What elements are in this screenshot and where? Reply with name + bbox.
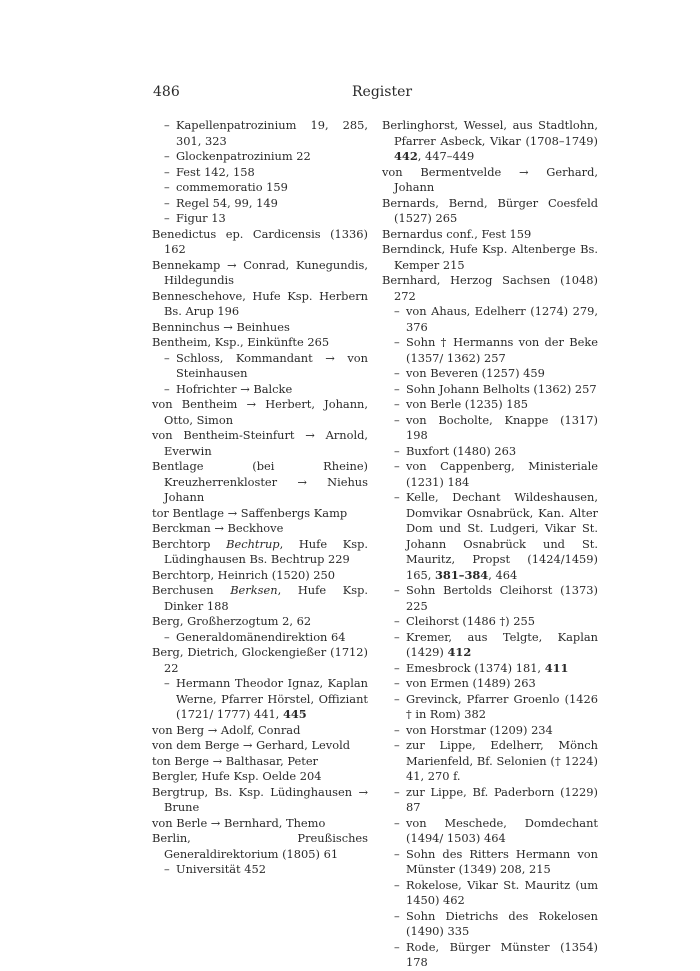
index-entry [152,521,368,537]
entry-text: Figur 13 [176,211,226,225]
subentry-dash: – [394,366,400,380]
entry-text: , Hufe Ksp. Dinker 188 [164,583,368,613]
index-entry [152,785,368,816]
index-entry [152,320,368,336]
entry-text: Sohn des Ritters Hermann von Münster (1349) 208, 215 [406,846,598,876]
index-subentry [382,785,598,816]
index-column-right [382,118,598,971]
entry-text: Bennekamp → Conrad, Kunegundis, Hildegundis [152,257,368,287]
index-subentry [382,847,598,878]
entry-text: Bentlage (bei Rheine) Kreuzherrenkloster → Niehus Johann [152,459,368,504]
entry-text: von Beveren (1257) 459 [406,366,545,380]
subentry-dash: – [164,350,170,365]
entry-text: Grevinck, Pfarrer Groenlo (1426 † in Rom) 382 [406,691,598,721]
entry-text: , Hufe Ksp. Lüdinghausen Bs. Bechtrup 229 [164,536,368,566]
entry-text: commemoratio 159 [176,180,288,194]
subentry-dash: – [394,691,400,706]
entry-text: Emesbrock (1374) 181, [406,660,545,675]
index-subentry [382,335,598,366]
entry-text: von Ermen (1489) 263 [406,676,536,690]
subentry-dash: – [394,815,400,830]
subentry-dash: – [394,397,400,411]
index-entry [152,459,368,506]
subentry-dash: – [394,660,400,675]
italic-variant: Bechtrup [226,536,280,551]
entry-text: Benninchus → Beinhues [152,319,290,334]
entry-text: zur Lippe, Bf. Paderborn (1229) 87 [406,784,598,814]
entry-text: ton Berge → Balthasar, Peter [152,753,319,768]
entry-text: von Bermentvelde → Gerhard, Johann [382,164,598,194]
entry-text: Berckman → Beckhove [152,521,284,535]
index-subentry [382,630,598,661]
entry-text: Kelle, Dechant Wildeshausen, Domvikar Osnabrück, Kan. Alter Dom und St. Ludgeri, Vikar St. Johann Osnabrück und St. Mauritz, Propst (1424/1459) 165, [406,490,598,582]
index-entry [152,258,368,289]
subentry-dash: – [394,908,400,923]
entry-text: Glockenpatrozinium 22 [176,149,311,163]
index-entry [382,242,598,273]
entry-text: Generaldomänendirektion 64 [176,629,346,644]
entry-text: Benneschehove, Hufe Ksp. Herbern Bs. Arup 196 [152,288,368,318]
index-subentry [382,692,598,723]
bold-page-ref: 411 [544,660,569,675]
index-entry [382,227,598,243]
subentry-dash: – [394,784,400,799]
entry-text: Bentheim, Ksp., Einkünfte 265 [152,335,330,349]
entry-text: Schloss, Kommandant → von Steinhausen [176,350,368,380]
index-entry [152,738,368,754]
index-subentry [382,304,598,335]
entry-text: Rode, Bürger Münster (1354) 178 [406,939,598,969]
entry-text: Bernardus conf., Fest 159 [382,226,532,241]
index-subentry [382,878,598,909]
entry-text: Berlin, Preußisches Generaldirektorium (1805) 61 [152,831,368,861]
entry-text: , 464 [488,567,518,582]
subentry-dash: – [394,459,400,473]
index-entry [382,273,598,304]
entry-text: Kapellenpatrozinium 19, 285, 301, 323 [176,118,368,148]
subentry-dash: – [164,676,170,690]
entry-text: Hofrichter → Balcke [176,381,293,396]
entry-text: Berg, Dietrich, Glockengießer (1712) 22 [152,645,368,675]
index-subentry [382,940,598,971]
index-entry [382,165,598,196]
subentry-dash: – [394,722,400,737]
index-entry [152,227,368,258]
entry-text: tor Bentlage → Saffenbergs Kamp [152,505,348,520]
subentry-dash: – [394,443,400,458]
subentry-dash: – [164,164,170,179]
index-entry [152,335,368,351]
index-subentry [382,723,598,739]
entry-text: von Bentheim-Steinfurt → Arnold, Everwin [152,428,368,458]
subentry-dash: – [164,629,170,644]
index-entry [152,754,368,770]
subentry-dash: – [164,149,170,163]
subentry-dash: – [164,862,170,876]
subentry-dash: – [164,118,170,132]
subentry-dash: – [394,629,400,644]
index-entry [152,506,368,522]
page-number: 486 [153,84,180,100]
entry-text: von Cappenberg, Ministeriale (1231) 184 [406,459,598,489]
entry-text: Berndinck, Hufe Ksp. Altenberge Bs. Kemper 215 [382,242,598,272]
entry-text: Kremer, aus Telgte, Kaplan (1429) [406,629,598,659]
index-entry [152,831,368,862]
index-column-left [152,118,368,878]
entry-text: Sohn Bertolds Cleihorst (1373) 225 [406,583,598,613]
index-entry [152,568,368,584]
index-subentry [382,397,598,413]
index-entry [382,118,598,165]
index-subentry [382,583,598,614]
entry-text: Benedictus ep. Cardicensis (1336) 162 [152,226,368,256]
entry-text: Sohn Dietrichs des Rokelosen (1490) 335 [406,908,598,938]
entry-text: von Meschede, Domdechant (1494/ 1503) 464 [406,815,598,845]
running-head: Register [352,84,413,100]
index-subentry [382,366,598,382]
entry-text: Berg, Großherzogtum 2, 62 [152,614,312,628]
subentry-dash: – [394,614,400,628]
bold-page-ref: 412 [447,645,472,659]
entry-text: Bernards, Bernd, Bürger Coesfeld (1527) 265 [382,195,598,225]
entry-text: zur Lippe, Edelherr, Mönch Marienfeld, Bf. Selonien († 1224) 41, 270 f. [406,738,598,783]
index-subentry [382,738,598,785]
entry-text: Bernhard, Herzog Sachsen (1048) 272 [382,273,598,303]
index-subentry [152,149,368,165]
entry-text: Sohn † Hermanns von der Beke (1357/ 1362) 257 [406,335,598,365]
index-entry [152,583,368,614]
index-entry [152,816,368,832]
index-subentry [152,676,368,723]
subentry-dash: – [164,195,170,210]
entry-text: Cleihorst (1486 †) 255 [406,614,535,628]
entry-text: Berlinghorst, Wessel, aus Stadtlohn, Pfarrer Asbeck, Vikar (1708–1749) [382,118,598,148]
entry-text: von Horstmar (1209) 234 [406,722,553,737]
subentry-dash: – [394,335,400,349]
entry-text: Berchtorp, Heinrich (1520) 250 [152,567,336,582]
entry-text: Buxfort (1480) 263 [406,443,517,458]
entry-text: Sohn Johann Belholts (1362) 257 [406,381,597,396]
subentry-dash: – [394,738,400,752]
entry-text: Berchtorp [152,536,227,551]
subentry-dash: – [394,381,400,396]
index-subentry [382,382,598,398]
index-subentry [382,614,598,630]
entry-text: von dem Berge → Gerhard, Levold [152,738,351,752]
index-entry [382,196,598,227]
entry-text: Berchusen [152,583,231,597]
index-entry [152,537,368,568]
entry-text: Universität 452 [176,862,266,876]
bold-page-ref: 445 [282,707,307,721]
index-entry [152,769,368,785]
subentry-dash: – [164,180,170,194]
subentry-dash: – [394,676,400,690]
subentry-dash: – [394,490,400,504]
index-entry [152,723,368,739]
index-subentry [152,118,368,149]
bold-page-ref: 442 [394,149,418,163]
entry-text: von Bocholte, Knappe (1317) 198 [406,412,598,442]
index-entry [152,614,368,630]
subentry-dash: – [394,304,400,318]
index-subentry [152,211,368,227]
subentry-dash: – [164,211,170,225]
index-subentry [152,630,368,646]
entry-text: Bergler, Hufe Ksp. Oelde 204 [152,769,322,783]
index-subentry [152,862,368,878]
index-subentry [382,909,598,940]
index-subentry [382,816,598,847]
entry-text: von Berg → Adolf, Conrad [152,722,301,737]
entry-text: Bergtrup, Bs. Ksp. Lüdinghausen → Brune [152,784,368,814]
subentry-dash: – [164,381,170,396]
entry-text: von Berle (1235) 185 [406,397,529,411]
index-subentry [382,661,598,677]
subentry-dash: – [394,877,400,892]
index-subentry [382,676,598,692]
index-entry [152,645,368,676]
index-subentry [152,165,368,181]
entry-text: von Ahaus, Edelherr (1274) 279, 376 [406,304,598,334]
index-entry [152,397,368,428]
entry-text: Rokelose, Vikar St. Mauritz (um 1450) 462 [406,877,598,907]
index-subentry [382,444,598,460]
index-subentry [382,459,598,490]
italic-variant: Berksen [230,583,278,597]
subentry-dash: – [394,583,400,597]
entry-text: von Bentheim → Herbert, Johann, Otto, Simon [152,397,368,427]
index-subentry [152,351,368,382]
index-subentry [152,180,368,196]
subentry-dash: – [394,846,400,861]
index-entry [152,289,368,320]
entry-text: , 447–449 [417,149,475,163]
subentry-dash: – [394,412,400,427]
subentry-dash: – [394,939,400,954]
entry-text: von Berle → Bernhard, Themo [152,815,326,830]
index-subentry [382,413,598,444]
index-subentry [152,382,368,398]
bold-page-ref: 381–384 [434,567,489,582]
entry-text: Fest 142, 158 [176,164,255,179]
entry-text: Hermann Theodor Ignaz, Kaplan Werne, Pfarrer Hörstel, Offiziant (1721/ 1777) 441, [176,676,368,721]
entry-text: Regel 54, 99, 149 [176,195,278,210]
index-entry [152,428,368,459]
index-subentry [382,490,598,583]
index-subentry [152,196,368,212]
